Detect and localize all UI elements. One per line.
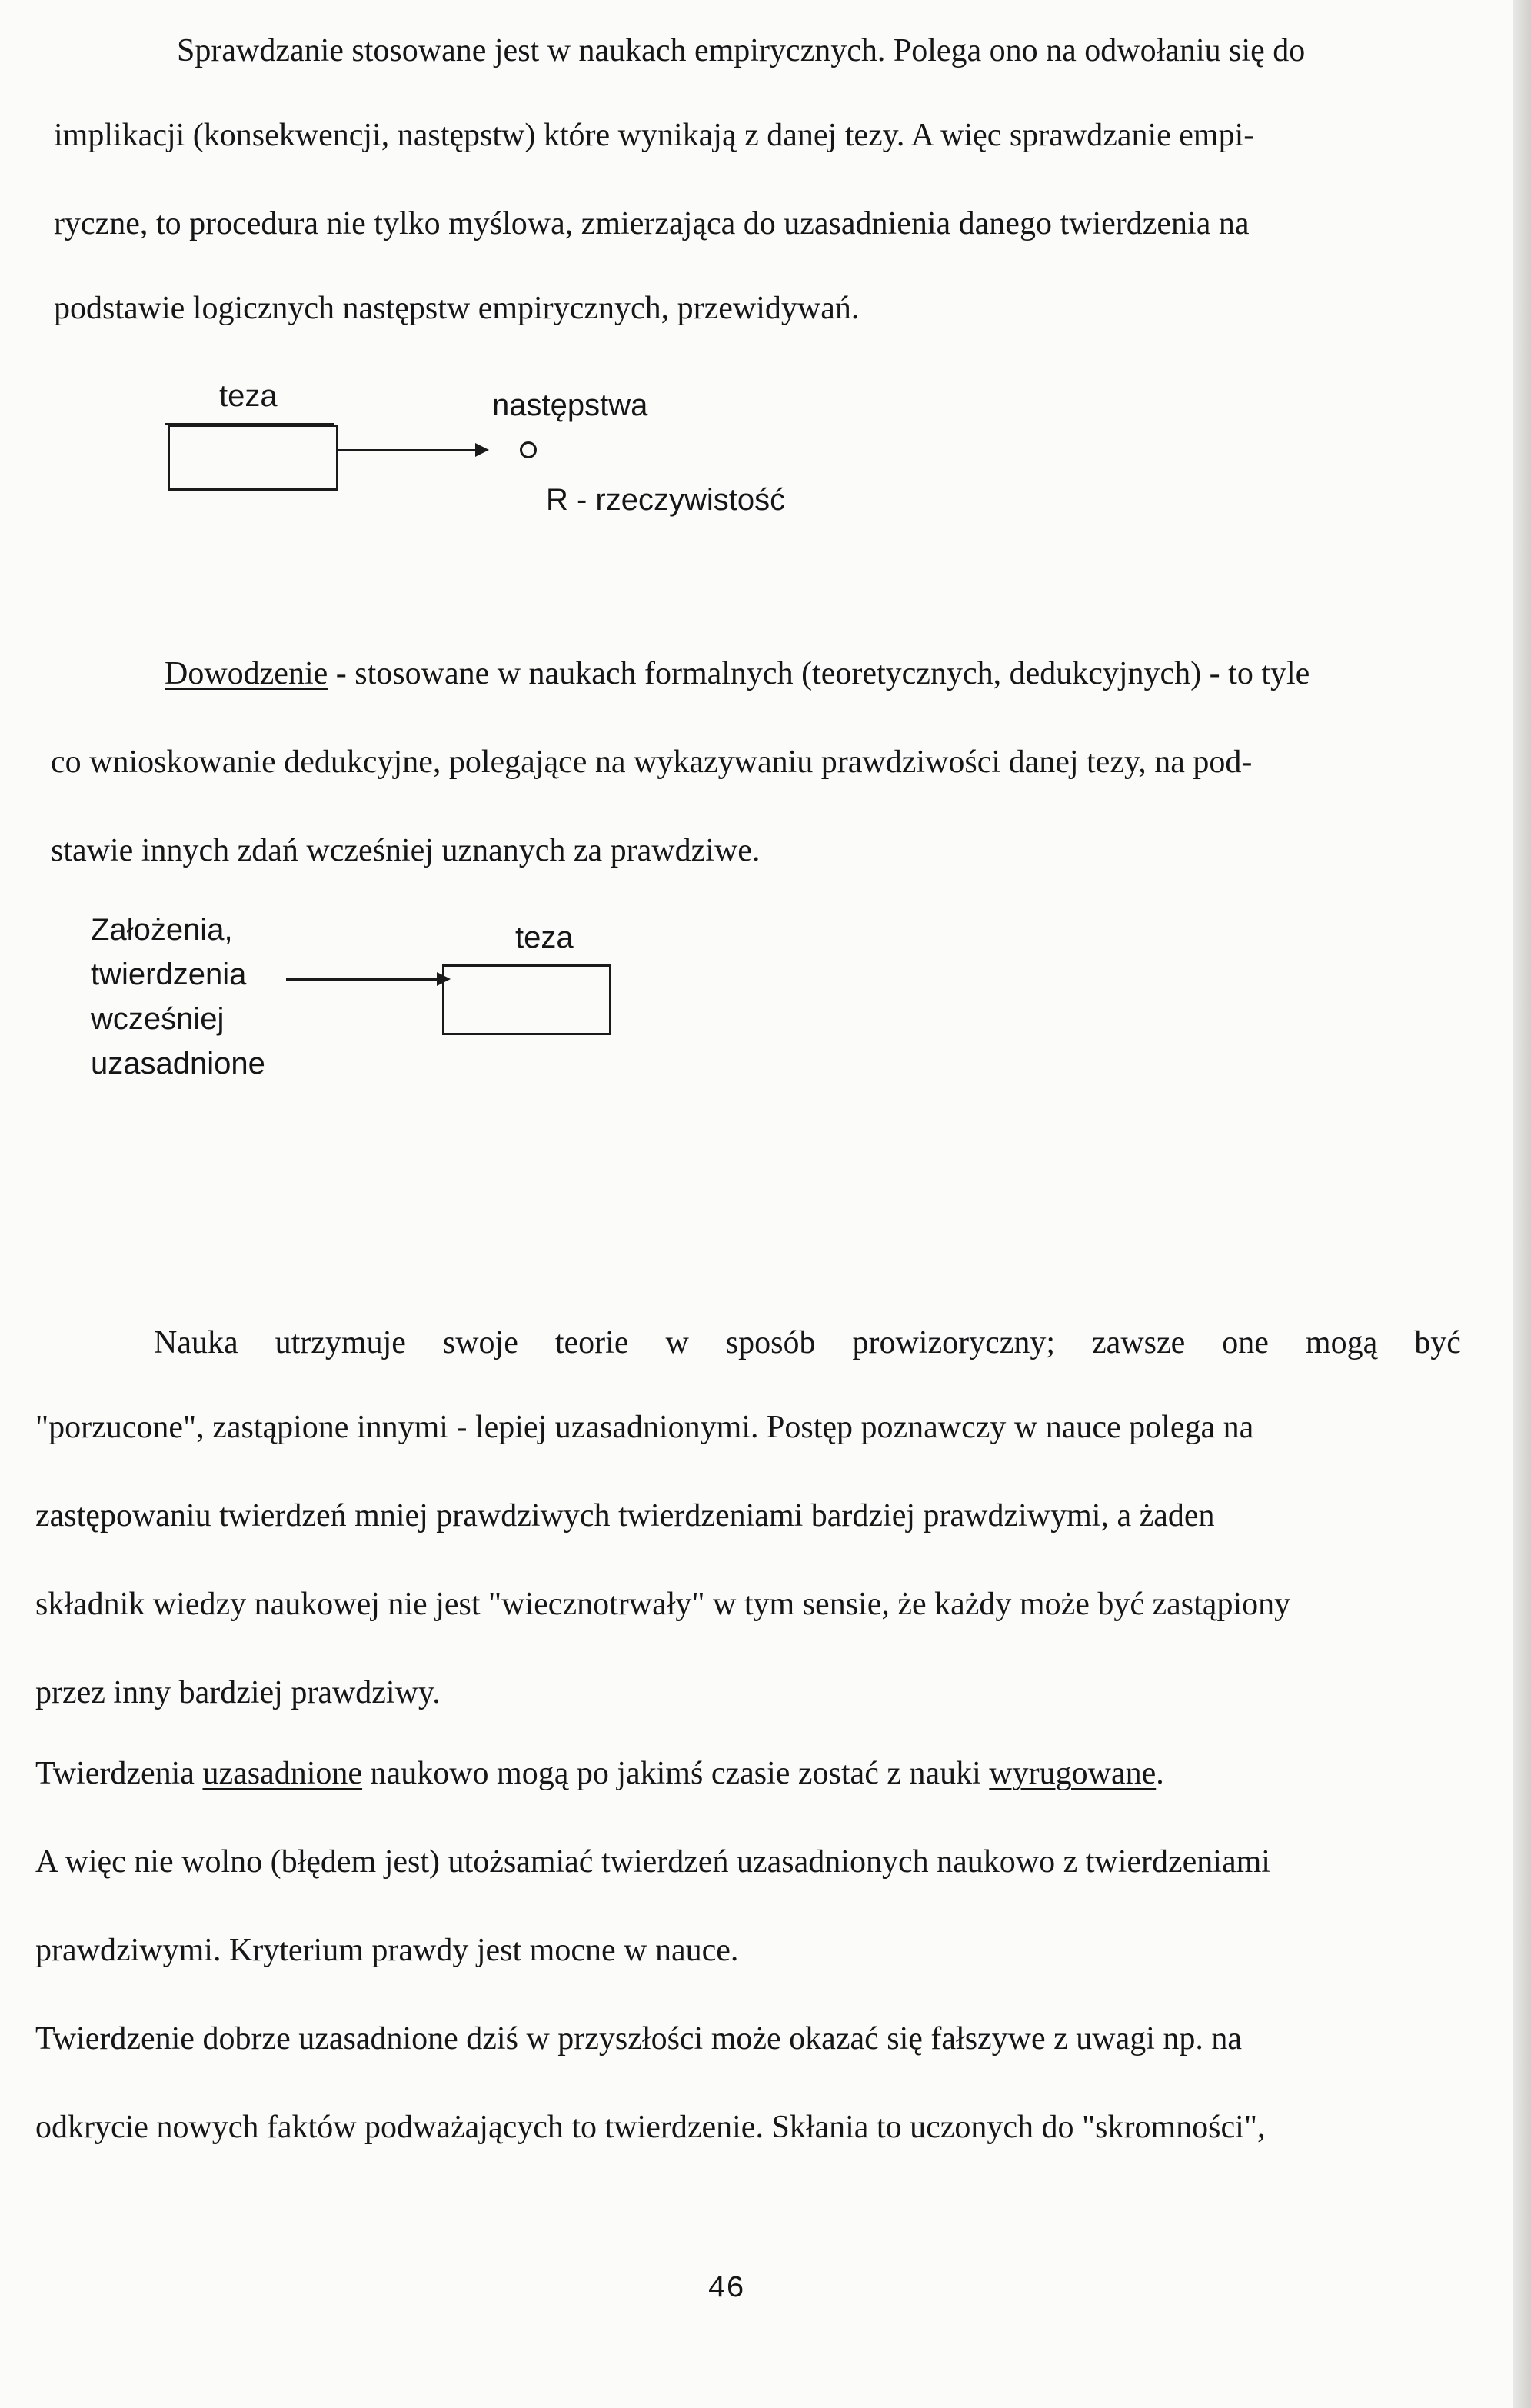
diagram1-arrow-line xyxy=(338,449,477,451)
p4-part-2: naukowo mogą po jakimś czasie zostać z nauki xyxy=(362,1756,990,1791)
word: w xyxy=(665,1325,689,1361)
word: swoje xyxy=(442,1325,518,1361)
word: sposób xyxy=(725,1325,816,1361)
diagram1-connector-top xyxy=(165,423,334,425)
p4-line-1 xyxy=(35,1754,1164,1794)
term-wyrugowane: wyrugowane xyxy=(989,1756,1157,1791)
diagram2-premise-line-2: twierdzenia xyxy=(91,958,247,991)
p5-line-1: A więc nie wolno (błędem jest) utożsamiać twierdzeń uzasadnionych naukowo z twierdzeniami xyxy=(35,1844,1270,1880)
diagram2-premise-line-1: Założenia, xyxy=(91,913,233,947)
p3-line-2: "porzucone", zastąpione innymi - lepiej uzasadnionymi. Postęp poznawczy w nauce polega na xyxy=(35,1410,1254,1445)
p3-line-4: składnik wiedzy naukowej nie jest "wiecznotrwały" w tym sensie, że każdy może być zastąpiony xyxy=(35,1587,1291,1622)
p5-line-2: prawdziwymi. Kryterium prawdy jest mocne w nauce. xyxy=(35,1933,739,1968)
p4-part-1: Twierdzenia xyxy=(35,1756,203,1791)
word: być xyxy=(1414,1325,1461,1361)
diagram2-premise-line-4: uzasadnione xyxy=(91,1047,265,1081)
term-dowodzenie: Dowodzenie xyxy=(165,656,328,691)
diagram2-arrow-line xyxy=(286,978,440,981)
term-uzasadnione: uzasadnione xyxy=(202,1756,363,1791)
diagram1-r-label: R - rzeczywistość xyxy=(546,483,786,517)
p3-line-1 xyxy=(154,1323,1461,1363)
word: zawsze xyxy=(1092,1325,1186,1361)
p1-line-4: podstawie logicznych następstw empirycznych, przewidywań. xyxy=(54,291,860,326)
diagram1-arrow-head xyxy=(475,443,489,457)
p1-line-1: Sprawdzanie stosowane jest w naukach empirycznych. Polega ono na odwołaniu się do xyxy=(177,33,1306,68)
word: mogą xyxy=(1305,1325,1378,1361)
p3-line-5: przez inny bardziej prawdziwy. xyxy=(35,1675,441,1710)
diagram1-teza-box xyxy=(168,425,338,491)
p1-line-3: ryczne, to procedura nie tylko myślowa, zmierzająca do uzasadnienia danego twierdzenia na xyxy=(54,206,1250,241)
p6-line-1: Twierdzenie dobrze uzasadnione dziś w przyszłości może okazać się fałszywe z uwagi np. na xyxy=(35,2021,1243,2057)
word: utrzymuje xyxy=(275,1325,406,1361)
diagram1-nastepstwa-label: następstwa xyxy=(492,388,648,422)
diagram2-teza-label: teza xyxy=(515,921,574,954)
word: Nauka xyxy=(154,1325,238,1361)
p2-line-3: stawie innych zdań wcześniej uznanych za prawdziwe. xyxy=(51,833,761,868)
diagram2-teza-box xyxy=(442,964,611,1035)
diagram2-premise-line-3: wcześniej xyxy=(91,1002,225,1036)
p1-line-2: implikacji (konsekwencji, następstw) które wynikają z danej tezy. A więc sprawdzanie empi- xyxy=(54,118,1255,153)
word: one xyxy=(1222,1325,1269,1361)
word: prowizoryczny; xyxy=(852,1325,1056,1361)
diagram1-teza-label: teza xyxy=(219,379,278,413)
diagram1-circle xyxy=(520,441,537,458)
p2-line-1 xyxy=(165,654,1310,694)
p4-part-3: . xyxy=(1156,1756,1164,1791)
p6-line-2: odkrycie nowych faktów podważających to twierdzenie. Skłania to uczonych do "skromności", xyxy=(35,2110,1266,2145)
page-number: 46 xyxy=(707,2272,745,2306)
p3-line-3: zastępowaniu twierdzeń mniej prawdziwych twierdzeniami bardziej prawdziwymi, a żaden xyxy=(35,1498,1215,1534)
p2-line-1-rest: - stosowane w naukach formalnych (teoretycznych, dedukcyjnych) - to tyle xyxy=(328,656,1310,691)
p2-line-2: co wnioskowanie dedukcyjne, polegające na wykazywaniu prawdziwości danej tezy, na pod- xyxy=(51,744,1253,780)
page-edge-shadow xyxy=(1513,0,1531,2408)
word: teorie xyxy=(554,1325,629,1361)
